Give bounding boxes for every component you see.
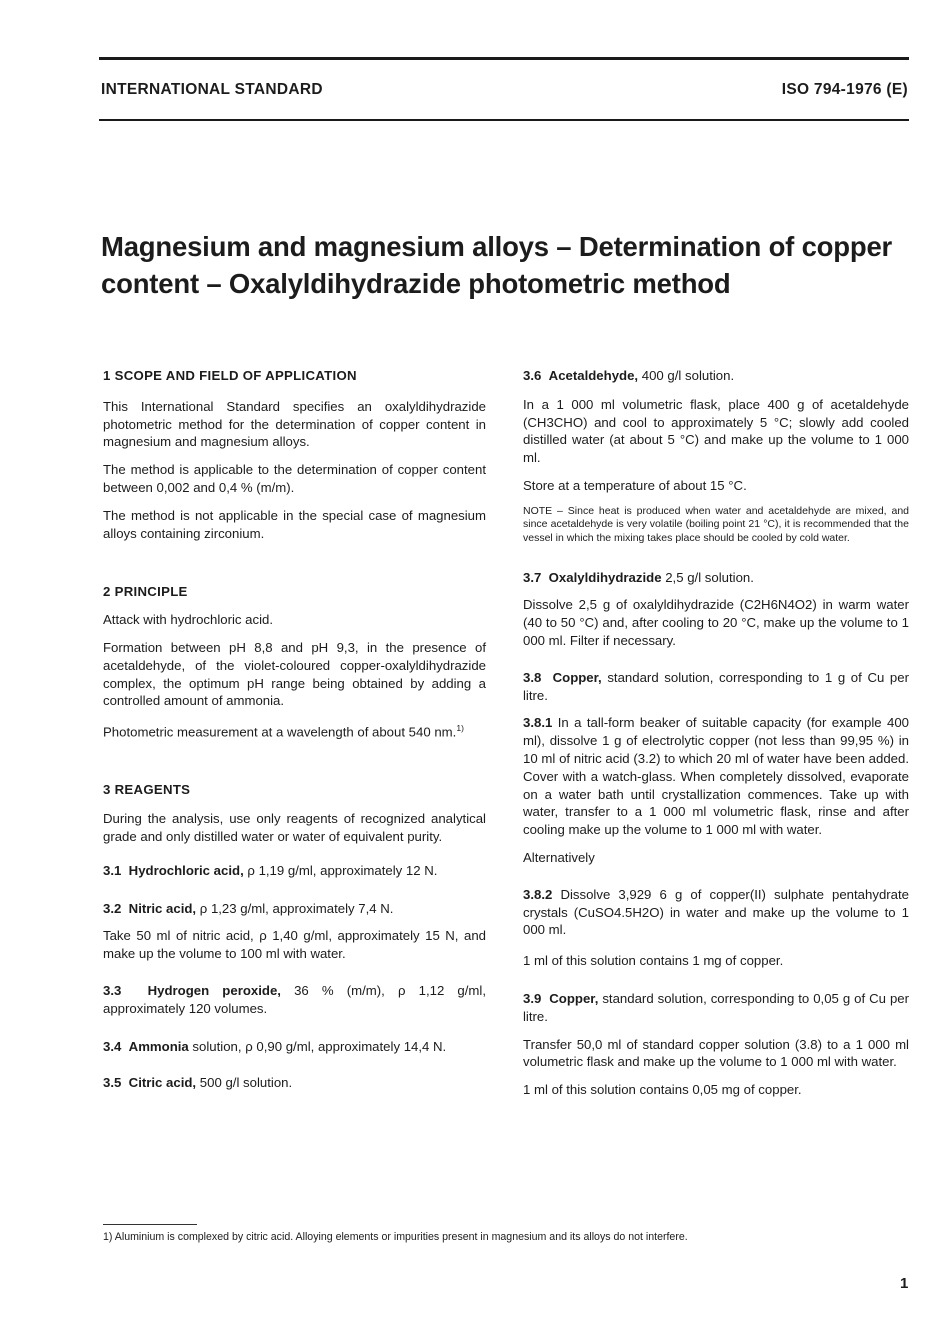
- right-column: [523, 367, 909, 1099]
- header-rule: [99, 119, 909, 121]
- paragraph: During the analysis, use only reagents of recognized analytical grade and only distilled water or water of equivalent purity.: [103, 811, 486, 844]
- footnote-rule: [103, 1224, 197, 1225]
- section-heading: 2 PRINCIPLE: [103, 584, 188, 600]
- paragraph: Alternatively: [523, 849, 595, 865]
- paragraph: 1 ml of this solution contains 0,05 mg of copper.: [523, 1082, 802, 1098]
- paragraph: The method is applicable to the determination of copper content between 0,002 and 0,4 % (m/m).: [103, 462, 486, 495]
- reagent-3-6: 3.6 Acetaldehyde, 400 g/l solution.: [523, 368, 735, 383]
- section-heading: 3 REAGENTS: [103, 782, 191, 798]
- paragraph: Store at a temperature of about 15 °C.: [523, 477, 747, 493]
- reagent-3-8-1: 3.8.1 In a tall-form beaker of suitable capacity (for example 400 ml), dissolve 1 g of electrolytic copper (not less than 99,95 %) in 10 ml of nitric acid (3.2) to which 20 ml of water have been added. Cover with a watch-glass. When completely dissolved, evaporate on a water bath until crystallization commences. Take up with water, transfer to a 1 000 ml volumetric flask, rinse and after cooling make up the volume to 1 000 ml with water.: [523, 715, 909, 838]
- paragraph: Formation between pH 8,8 and pH 9,3, in the presence of acetaldehyde, of the violet-coloured copper-oxalyldihydrazide complex, the optimum pH range being obtained by adding a controlled amount of ammonia.: [103, 639, 486, 709]
- top-rule: [99, 57, 909, 60]
- paragraph: Dissolve 2,5 g of oxalyldihydrazide (C2H6N4O2) in warm water (40 to 50 °C) and, after cooling to 20 °C, make up the volume to 1 000 ml. Filter if necessary.: [523, 597, 909, 648]
- reagent-3-7: 3.7 Oxalyldihydrazide 2,5 g/l solution.: [523, 569, 754, 585]
- paragraph-text: Photometric measurement at a wavelength of about 540 nm.: [103, 724, 457, 740]
- document-title: [101, 228, 921, 302]
- reagent-3-8: 3.8 Copper, standard solution, corresponding to 1 g of Cu per litre.: [523, 669, 909, 703]
- reagent-3-9: 3.9 Copper, standard solution, corresponding to 0,05 g of Cu per litre.: [523, 990, 910, 1024]
- note: NOTE – Since heat is produced when water and acetaldehyde are mixed, and since acetaldehyde is very volatile (boiling point 21 °C), it is recommended that the vessel in which the mixing takes place should be cooled by cold water.: [523, 504, 909, 544]
- reagent-3-1: 3.1 Hydrochloric acid, ρ 1,19 g/ml, approximately 12 N.: [103, 862, 438, 878]
- paragraph: 1 ml of this solution contains 1 mg of copper.: [523, 953, 784, 969]
- footnote: 1) Aluminium is complexed by citric acid. Alloying elements or impurities present in magnesium and its alloys do not interfere.: [103, 1231, 688, 1243]
- left-column: [103, 367, 486, 1092]
- paragraph: The method is not applicable in the special case of magnesium alloys containing zirconium.: [103, 507, 486, 541]
- reagent-3-8-2: 3.8.2 Dissolve 3,929 6 g of copper(II) sulphate pentahydrate crystals (CuSO4.5H2O) in water and make up the volume to 1 000 ml.: [523, 886, 909, 938]
- section-heading: 1 SCOPE AND FIELD OF APPLICATION: [103, 368, 357, 383]
- paragraph: Transfer 50,0 ml of standard copper solution (3.8) to a 1 000 ml volumetric flask and make up the volume to 1 000 ml with water.: [523, 1036, 909, 1070]
- reagent-3-3: 3.3 Hydrogen peroxide, 36 % (m/m), ρ 1,12 g/ml, approximately 120 volumes.: [103, 982, 487, 1016]
- standard-type-label: INTERNATIONAL STANDARD: [101, 81, 323, 98]
- paragraph: Attack with hydrochloric acid.: [103, 612, 274, 628]
- reagent-3-5: 3.5 Citric acid, 500 g/l solution.: [103, 1075, 293, 1091]
- reagent-3-2: 3.2 Nitric acid, ρ 1,23 g/ml, approximately 7,4 N.: [103, 900, 394, 916]
- paragraph: This International Standard specifies an oxalyldihydrazide photometric method for the determination of copper content in magnesium and magnesium alloys.: [103, 398, 486, 450]
- reagent-3-4: 3.4 Ammonia solution, ρ 0,90 g/ml, approximately 14,4 N.: [103, 1038, 447, 1054]
- paragraph: Take 50 ml of nitric acid, ρ 1,40 g/ml, approximately 15 N, and make up the volume to 100 ml with water.: [103, 928, 486, 962]
- page-number: 1: [900, 1275, 909, 1292]
- paragraph: [103, 720, 486, 741]
- title-line-1: Magnesium and magnesium alloys – Determination of copper: [101, 231, 893, 262]
- title-line-2: content – Oxalyldihydrazide photometric method: [101, 268, 731, 299]
- paragraph: In a 1 000 ml volumetric flask, place 400 g of acetaldehyde (CH3CHO) and cool to approximately 5 °C; slowly add cooled distilled water (at about 5 °C) and make up the volume to 1 000 ml.: [523, 396, 909, 466]
- standard-number: ISO 794-1976 (E): [781, 81, 908, 98]
- footnote-reference: 1): [456, 723, 464, 734]
